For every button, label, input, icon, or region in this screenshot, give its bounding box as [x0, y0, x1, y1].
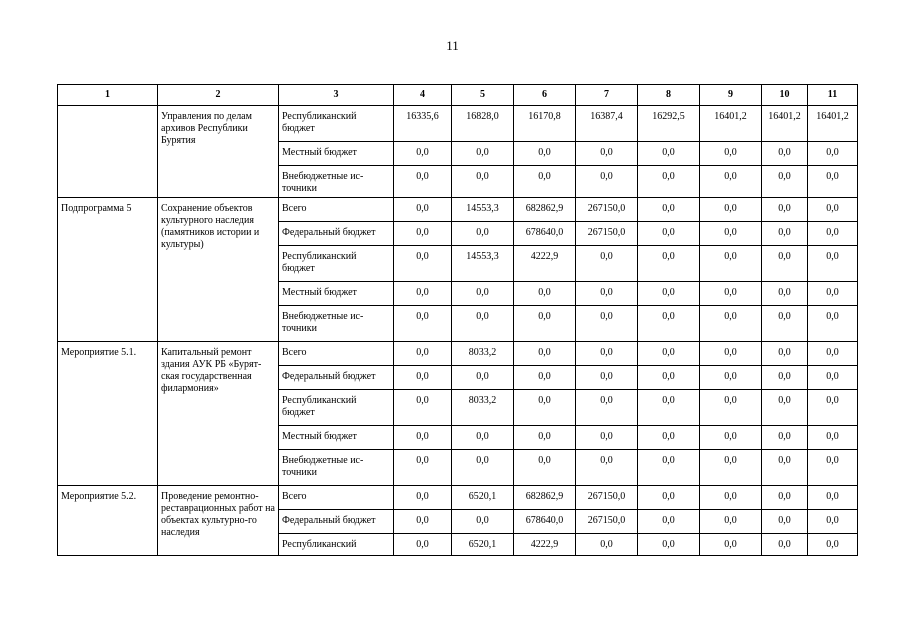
- value-cell: 678640,0: [514, 222, 576, 246]
- value-cell: 0,0: [638, 486, 700, 510]
- value-cell: 16401,2: [808, 106, 858, 142]
- value-cell: 0,0: [394, 166, 452, 198]
- value-cell: 4222,9: [514, 534, 576, 556]
- value-cell: 0,0: [576, 142, 638, 166]
- value-cell: 0,0: [452, 282, 514, 306]
- value-cell: 267150,0: [576, 222, 638, 246]
- value-cell: 16335,6: [394, 106, 452, 142]
- value-cell: 0,0: [762, 366, 808, 390]
- value-cell: 0,0: [808, 342, 858, 366]
- value-cell: 0,0: [514, 142, 576, 166]
- value-cell: 0,0: [762, 534, 808, 556]
- value-cell: 0,0: [808, 426, 858, 450]
- header-cell: 1: [58, 85, 158, 106]
- value-cell: 0,0: [638, 390, 700, 426]
- value-cell: 0,0: [514, 390, 576, 426]
- value-cell: 0,0: [394, 142, 452, 166]
- value-cell: 0,0: [762, 222, 808, 246]
- value-cell: 0,0: [638, 282, 700, 306]
- value-cell: 0,0: [762, 426, 808, 450]
- item-name-cell: Капитальный ремонт здания АУК РБ «Бурят-ская государственная филармония»: [158, 342, 279, 486]
- value-cell: 0,0: [762, 142, 808, 166]
- value-cell: 0,0: [394, 198, 452, 222]
- value-cell: 267150,0: [576, 510, 638, 534]
- value-cell: 16828,0: [452, 106, 514, 142]
- value-cell: 0,0: [394, 390, 452, 426]
- value-cell: 8033,2: [452, 390, 514, 426]
- value-cell: 0,0: [452, 306, 514, 342]
- funding-source-cell: Внебюджетные ис-точники: [279, 166, 394, 198]
- funding-source-cell: Местный бюджет: [279, 282, 394, 306]
- value-cell: 267150,0: [576, 486, 638, 510]
- value-cell: 0,0: [394, 342, 452, 366]
- value-cell: 0,0: [700, 426, 762, 450]
- value-cell: 0,0: [700, 282, 762, 306]
- value-cell: 0,0: [452, 366, 514, 390]
- item-code-cell: [58, 106, 158, 198]
- header-cell: 8: [638, 85, 700, 106]
- value-cell: 0,0: [452, 166, 514, 198]
- value-cell: 0,0: [762, 450, 808, 486]
- value-cell: 0,0: [808, 510, 858, 534]
- value-cell: 8033,2: [452, 342, 514, 366]
- funding-source-cell: Республиканский бюджет: [279, 246, 394, 282]
- header-cell: 5: [452, 85, 514, 106]
- table-row: [58, 106, 858, 142]
- value-cell: 0,0: [700, 450, 762, 486]
- value-cell: 0,0: [452, 222, 514, 246]
- value-cell: 0,0: [808, 486, 858, 510]
- value-cell: 0,0: [638, 342, 700, 366]
- item-code-cell: Подпрограмма 5: [58, 198, 158, 342]
- value-cell: 0,0: [514, 426, 576, 450]
- value-cell: 0,0: [638, 166, 700, 198]
- value-cell: 0,0: [514, 450, 576, 486]
- value-cell: 0,0: [638, 450, 700, 486]
- value-cell: 0,0: [576, 166, 638, 198]
- value-cell: 16401,2: [762, 106, 808, 142]
- value-cell: 0,0: [808, 246, 858, 282]
- value-cell: 14553,3: [452, 246, 514, 282]
- value-cell: 0,0: [394, 486, 452, 510]
- value-cell: 0,0: [762, 282, 808, 306]
- value-cell: 0,0: [394, 282, 452, 306]
- value-cell: 0,0: [394, 426, 452, 450]
- value-cell: 0,0: [762, 486, 808, 510]
- value-cell: 0,0: [452, 450, 514, 486]
- value-cell: 0,0: [576, 246, 638, 282]
- value-cell: 0,0: [700, 306, 762, 342]
- funding-source-cell: Всего: [279, 342, 394, 366]
- value-cell: 0,0: [638, 510, 700, 534]
- value-cell: 0,0: [394, 246, 452, 282]
- value-cell: 0,0: [576, 426, 638, 450]
- value-cell: 0,0: [394, 534, 452, 556]
- header-cell: 7: [576, 85, 638, 106]
- value-cell: 0,0: [808, 142, 858, 166]
- value-cell: 678640,0: [514, 510, 576, 534]
- funding-source-cell: Федеральный бюджет: [279, 510, 394, 534]
- value-cell: 0,0: [638, 534, 700, 556]
- table-row: [58, 198, 858, 222]
- value-cell: 0,0: [700, 166, 762, 198]
- value-cell: 0,0: [576, 390, 638, 426]
- value-cell: 6520,1: [452, 534, 514, 556]
- value-cell: 0,0: [576, 282, 638, 306]
- header-cell: 10: [762, 85, 808, 106]
- value-cell: 0,0: [394, 366, 452, 390]
- value-cell: 6520,1: [452, 486, 514, 510]
- item-code-cell: Мероприятие 5.1.: [58, 342, 158, 486]
- funding-source-cell: Республиканский бюджет: [279, 390, 394, 426]
- funding-source-cell: Республиканский: [279, 534, 394, 556]
- value-cell: 0,0: [394, 510, 452, 534]
- value-cell: 0,0: [638, 426, 700, 450]
- value-cell: 0,0: [394, 306, 452, 342]
- value-cell: 14553,3: [452, 198, 514, 222]
- value-cell: 16387,4: [576, 106, 638, 142]
- value-cell: 0,0: [514, 366, 576, 390]
- funding-source-cell: Федеральный бюджет: [279, 366, 394, 390]
- value-cell: 0,0: [808, 534, 858, 556]
- header-cell: 3: [279, 85, 394, 106]
- value-cell: 0,0: [638, 366, 700, 390]
- table-row: [58, 486, 858, 510]
- funding-source-cell: Всего: [279, 486, 394, 510]
- header-row: [58, 85, 858, 106]
- funding-source-cell: Федеральный бюджет: [279, 222, 394, 246]
- value-cell: 0,0: [808, 198, 858, 222]
- header-cell: 6: [514, 85, 576, 106]
- value-cell: 0,0: [576, 534, 638, 556]
- value-cell: 0,0: [808, 166, 858, 198]
- value-cell: 0,0: [514, 166, 576, 198]
- value-cell: 267150,0: [576, 198, 638, 222]
- value-cell: 0,0: [700, 486, 762, 510]
- header-cell: 9: [700, 85, 762, 106]
- value-cell: 0,0: [808, 306, 858, 342]
- item-code-cell: Мероприятие 5.2.: [58, 486, 158, 556]
- value-cell: 0,0: [700, 246, 762, 282]
- funding-source-cell: Местный бюджет: [279, 142, 394, 166]
- value-cell: 0,0: [762, 390, 808, 426]
- value-cell: 0,0: [394, 222, 452, 246]
- value-cell: 0,0: [700, 366, 762, 390]
- value-cell: 0,0: [514, 342, 576, 366]
- value-cell: 0,0: [394, 450, 452, 486]
- value-cell: 16292,5: [638, 106, 700, 142]
- funding-source-cell: Внебюджетные ис-точники: [279, 306, 394, 342]
- header-cell: 11: [808, 85, 858, 106]
- value-cell: 0,0: [700, 510, 762, 534]
- value-cell: 16170,8: [514, 106, 576, 142]
- value-cell: 0,0: [514, 306, 576, 342]
- value-cell: 0,0: [576, 450, 638, 486]
- value-cell: 0,0: [638, 198, 700, 222]
- funding-source-cell: Внебюджетные ис-точники: [279, 450, 394, 486]
- value-cell: 0,0: [700, 342, 762, 366]
- funding-source-cell: Республиканский бюджет: [279, 106, 394, 142]
- value-cell: 0,0: [638, 246, 700, 282]
- value-cell: 0,0: [762, 342, 808, 366]
- value-cell: 0,0: [762, 166, 808, 198]
- value-cell: 0,0: [576, 306, 638, 342]
- item-name-cell: Проведение ремонтно-реставрационных работ на объектах культурно-го наследия: [158, 486, 279, 556]
- value-cell: 0,0: [700, 390, 762, 426]
- value-cell: 682862,9: [514, 486, 576, 510]
- value-cell: 0,0: [762, 510, 808, 534]
- value-cell: 0,0: [514, 282, 576, 306]
- value-cell: 0,0: [808, 222, 858, 246]
- value-cell: 0,0: [452, 510, 514, 534]
- value-cell: 0,0: [638, 306, 700, 342]
- funding-source-cell: Всего: [279, 198, 394, 222]
- value-cell: 0,0: [762, 306, 808, 342]
- table-row: [58, 342, 858, 366]
- value-cell: 0,0: [808, 450, 858, 486]
- value-cell: 0,0: [700, 198, 762, 222]
- funding-source-cell: Местный бюджет: [279, 426, 394, 450]
- value-cell: 0,0: [700, 142, 762, 166]
- page-number: 11: [446, 38, 459, 53]
- budget-table: [57, 84, 858, 556]
- value-cell: 0,0: [700, 222, 762, 246]
- value-cell: 0,0: [808, 390, 858, 426]
- value-cell: 4222,9: [514, 246, 576, 282]
- value-cell: 16401,2: [700, 106, 762, 142]
- value-cell: 0,0: [700, 534, 762, 556]
- header-cell: 4: [394, 85, 452, 106]
- item-name-cell: Управления по делам архивов Республики Бурятия: [158, 106, 279, 198]
- value-cell: 0,0: [452, 426, 514, 450]
- value-cell: 0,0: [808, 366, 858, 390]
- value-cell: 0,0: [762, 198, 808, 222]
- table-body: [58, 106, 858, 556]
- value-cell: 0,0: [638, 222, 700, 246]
- value-cell: 0,0: [452, 142, 514, 166]
- value-cell: 0,0: [808, 282, 858, 306]
- value-cell: 0,0: [576, 366, 638, 390]
- value-cell: 0,0: [762, 246, 808, 282]
- value-cell: 0,0: [638, 142, 700, 166]
- header-cell: 2: [158, 85, 279, 106]
- value-cell: 682862,9: [514, 198, 576, 222]
- item-name-cell: Сохранение объектов культурного наследия (памятников истории и культуры): [158, 198, 279, 342]
- value-cell: 0,0: [576, 342, 638, 366]
